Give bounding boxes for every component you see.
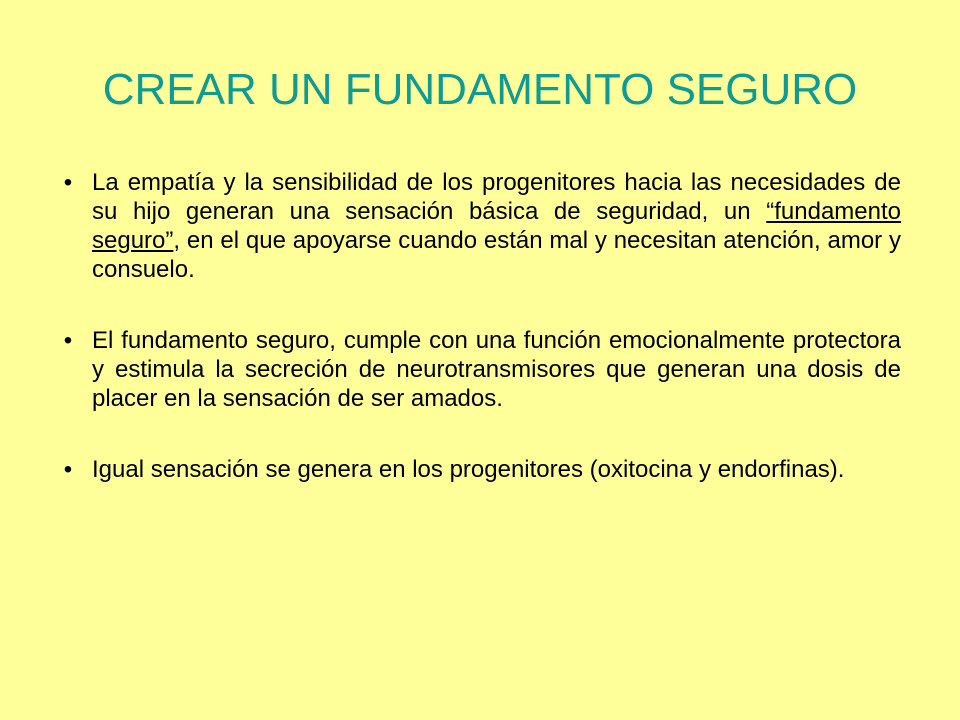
slide-title: CREAR UN FUNDAMENTO SEGURO (102, 65, 858, 114)
bullet-text-3: Igual sensación se genera en los progenitores (oxitocina y endorfinas). (92, 456, 845, 483)
bullet-item-3 (58, 455, 901, 484)
fundamento-seguro-underlined: “fundamento seguro” (92, 198, 901, 254)
bullet-text-1b: , en el que apoyarse cuando están mal y necesitan atención, amor y consuelo. (92, 227, 901, 283)
bullet-text-2: El fundamento seguro, cumple con una función emocionalmente protectora y estimula la secreción de neurotransmisores que generan una dosis de placer en la sensación de ser amados. (92, 327, 901, 412)
bullet-item-2 (58, 326, 901, 413)
bullet-text-1a: La empatía y la sensibilidad de los progenitores hacia las necesidades de su hijo generan una sensación básica de seguridad, un (92, 169, 901, 225)
bullet-marker: • (63, 456, 73, 483)
bullet-item-1 (58, 168, 901, 284)
bullet-list (58, 168, 901, 484)
bullet-marker: • (63, 327, 73, 354)
bullet-marker: • (63, 169, 73, 196)
